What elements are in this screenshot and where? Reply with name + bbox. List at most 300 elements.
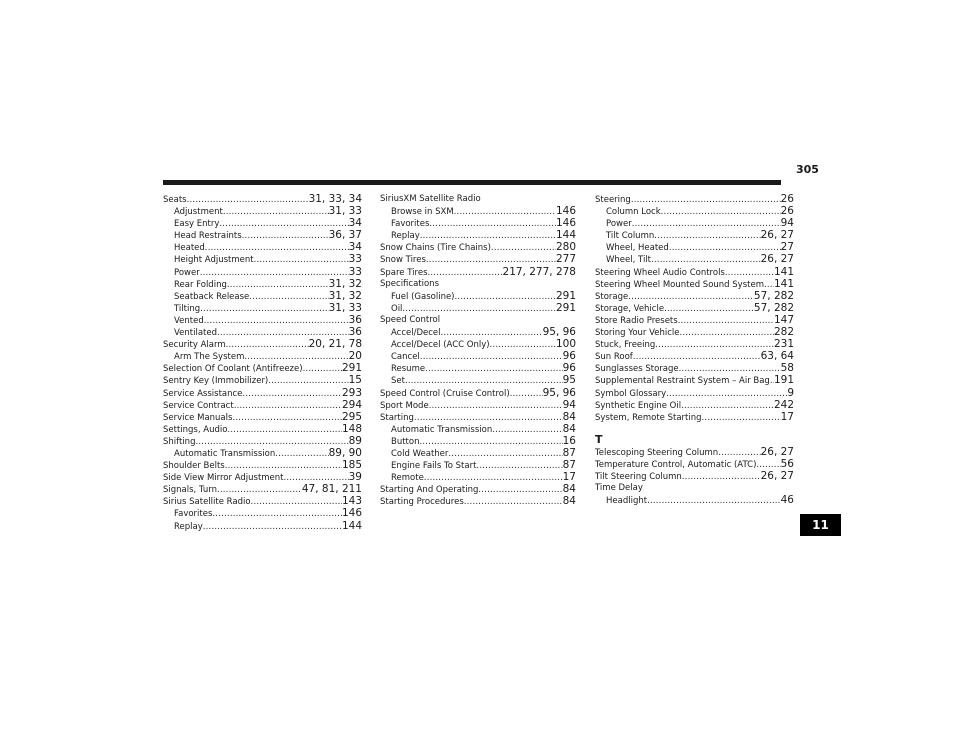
index-entry-pages: 84 — [562, 422, 576, 435]
dot-leader — [204, 315, 349, 327]
index-entry-pages: 146 — [555, 217, 576, 230]
index-entry-pages: 291 — [555, 301, 576, 314]
dot-leader — [200, 267, 349, 279]
index-entry-pages: 94 — [562, 398, 576, 411]
index-entry-label: Symbol Glossary — [595, 388, 667, 399]
index-entry-pages: 95, 96 — [542, 326, 576, 339]
index-entry-label: Tilting — [174, 303, 201, 314]
index-subentry — [163, 447, 362, 459]
index-entry-pages: 89 — [348, 434, 362, 447]
dot-leader — [655, 339, 774, 351]
dot-leader — [429, 400, 563, 412]
index-entry-pages: 282 — [773, 326, 794, 339]
index-entry — [595, 314, 794, 326]
index-entry-pages: 36 — [348, 313, 362, 326]
index-entry-label: Shifting — [163, 436, 196, 447]
index-entry — [163, 193, 362, 205]
dot-leader — [681, 400, 774, 412]
dot-leader — [448, 448, 562, 460]
index-entry-pages: 31, 32 — [328, 277, 362, 290]
index-entry-label: Tilt Column — [606, 231, 655, 242]
index-entry-label: Replay — [391, 231, 420, 242]
index-entry-label: Vented — [174, 315, 204, 326]
index-entry-label: Wheel, Tilt — [606, 255, 652, 266]
header-rule — [163, 180, 781, 185]
index-entry-pages: 16 — [562, 434, 576, 447]
index-entry-label: Set — [391, 376, 405, 387]
index-entry — [380, 387, 576, 399]
dot-leader — [268, 375, 348, 387]
page-number: 305 — [796, 163, 819, 176]
index-entry-label: Button — [391, 436, 420, 447]
index-column-1 — [163, 193, 362, 532]
index-entry — [595, 374, 794, 386]
index-entry — [595, 338, 794, 350]
index-subentry — [163, 507, 362, 519]
dot-leader — [661, 206, 781, 218]
index-entry-label: Favorites — [174, 509, 213, 520]
index-entry-pages: 36 — [348, 326, 362, 339]
index-entry-label: Arm The System — [174, 352, 245, 363]
index-entry-label: Fuel (Gasoline) — [391, 291, 455, 302]
index-entry — [380, 314, 576, 326]
index-entry-label: Storing Your Vehicle — [595, 328, 680, 339]
index-entry-pages: 217, 277, 278 — [502, 265, 576, 278]
index-subentry — [595, 205, 794, 217]
index-entry-pages: 144 — [341, 519, 362, 532]
dot-leader — [628, 291, 754, 303]
index-entry-pages: 84 — [562, 495, 576, 508]
index-subentry — [163, 314, 362, 326]
index-entry-label: Accel/Decel — [391, 328, 441, 339]
index-subentry — [380, 459, 576, 471]
index-entry-pages: 242 — [773, 398, 794, 411]
index-entry-label: Service Contract — [163, 400, 234, 411]
dot-leader — [425, 363, 563, 375]
index-subentry — [380, 362, 576, 374]
index-subentry — [380, 302, 576, 314]
index-entry-label: Synthetic Engine Oil — [595, 400, 682, 411]
index-entry-label: Storage, Vehicle — [595, 303, 665, 314]
dot-leader — [223, 206, 329, 218]
index-entry-label: Power — [606, 219, 632, 230]
index-entry — [163, 374, 362, 386]
index-entry-label: Headlight — [606, 496, 648, 507]
index-subentry — [380, 374, 576, 386]
index-entry-pages: 33 — [348, 265, 362, 278]
index-entry-label: Power — [174, 267, 200, 278]
dot-leader — [205, 242, 349, 254]
index-entry-label: Steering Wheel Audio Controls — [595, 267, 725, 278]
index-entry — [163, 338, 362, 350]
index-entry-pages: 94 — [780, 217, 794, 230]
index-entry-label: Accel/Decel (ACC Only) — [391, 340, 490, 351]
index-entry-label: Steering — [595, 195, 631, 205]
index-entry — [595, 290, 794, 302]
index-entry-pages: 87 — [562, 446, 576, 459]
index-entry — [595, 399, 794, 411]
dot-leader — [718, 447, 760, 459]
index-entry-pages: 191 — [773, 374, 794, 387]
index-entry-pages: 31, 32 — [328, 289, 362, 302]
index-entry-label: Browse in SXM — [391, 207, 454, 218]
index-entry — [595, 362, 794, 374]
index-entry-pages: 185 — [341, 459, 362, 472]
index-entry — [595, 266, 794, 278]
index-entry — [595, 458, 794, 470]
dot-leader — [420, 351, 563, 363]
index-entry-label: Remote — [391, 473, 424, 484]
index-subentry — [163, 253, 362, 265]
index-entry — [595, 326, 794, 338]
index-subentry — [380, 423, 576, 435]
dot-leader — [455, 291, 556, 303]
index-entry-label: Height Adjustment — [174, 255, 254, 266]
index-entry-label: Wheel, Heated — [606, 243, 669, 254]
dot-leader — [651, 254, 761, 266]
index-entry-label: Specifications — [380, 278, 440, 289]
index-entry-pages: 9 — [787, 386, 794, 399]
dot-leader — [633, 351, 761, 363]
index-entry-pages: 89, 90 — [328, 446, 362, 459]
dot-leader — [441, 327, 543, 339]
index-entry-label: Starting — [380, 412, 414, 423]
index-entry-label: SiriusXM Satellite Radio — [380, 194, 481, 204]
index-entry — [595, 411, 794, 423]
dot-leader — [227, 279, 329, 291]
index-entry — [380, 495, 576, 507]
index-subentry — [163, 205, 362, 217]
dot-leader — [424, 472, 563, 484]
index-entry-label: Ventilated — [174, 328, 217, 339]
dot-leader — [242, 388, 342, 400]
index-subentry — [163, 302, 362, 314]
index-entry-pages: 31, 33 — [328, 301, 362, 314]
index-entry-pages: 46 — [780, 494, 794, 507]
dot-leader — [631, 194, 781, 206]
dot-leader — [664, 303, 754, 315]
index-subentry — [163, 278, 362, 290]
index-entry — [595, 446, 794, 458]
dot-leader — [429, 218, 556, 230]
index-subentry — [163, 229, 362, 241]
dot-leader — [244, 351, 348, 363]
dot-leader — [682, 471, 761, 483]
index-entry-label: Sunglasses Storage — [595, 364, 679, 375]
index-entry-pages: 96 — [562, 350, 576, 363]
index-entry-pages: 34 — [348, 217, 362, 230]
index-entry-pages: 95 — [562, 374, 576, 387]
index-entry — [380, 399, 576, 411]
index-subentry — [595, 229, 794, 241]
index-entry-pages: 33 — [348, 253, 362, 266]
index-entry-pages: 147 — [773, 313, 794, 326]
index-entry — [380, 266, 576, 278]
index-subentry — [380, 350, 576, 362]
dot-leader — [275, 448, 328, 460]
chapter-tab: 11 — [800, 514, 841, 536]
index-entry — [163, 423, 362, 435]
index-subentry — [163, 350, 362, 362]
index-entry-pages: 84 — [562, 410, 576, 423]
dot-leader — [251, 496, 342, 508]
index-entry-pages: 146 — [555, 205, 576, 218]
index-subentry — [163, 241, 362, 253]
index-entry-pages: 291 — [341, 362, 362, 375]
dot-leader — [217, 484, 302, 496]
index-entry-pages: 100 — [555, 338, 576, 351]
index-entry-pages: 295 — [341, 410, 362, 423]
dot-leader — [464, 496, 563, 508]
index-entry — [595, 470, 794, 482]
dot-leader — [632, 218, 781, 230]
dot-leader — [226, 339, 309, 351]
index-subentry — [380, 229, 576, 241]
index-entry — [380, 253, 576, 265]
index-entry-pages: 63, 64 — [760, 350, 794, 363]
index-entry-pages: 57, 282 — [753, 289, 794, 302]
dot-leader — [492, 424, 562, 436]
dot-leader — [654, 230, 760, 242]
dot-leader — [725, 267, 774, 279]
index-entry — [163, 435, 362, 447]
dot-leader — [200, 303, 328, 315]
index-entry-pages: 231 — [773, 338, 794, 351]
dot-leader — [405, 375, 563, 387]
index-entry — [595, 278, 794, 290]
dot-leader — [478, 484, 562, 496]
index-entry-pages: 26 — [780, 193, 794, 205]
dot-leader — [234, 400, 342, 412]
index-entry-pages: 148 — [341, 422, 362, 435]
index-entry-pages: 294 — [341, 398, 362, 411]
index-entry-pages: 20 — [348, 350, 362, 363]
index-entry-pages: 26 — [780, 205, 794, 218]
index-entry-label: Favorites — [391, 219, 430, 230]
dot-leader — [679, 363, 781, 375]
index-entry-label: Speed Control (Cruise Control) — [380, 388, 510, 399]
index-entry-label: Sirius Satellite Radio — [163, 497, 251, 508]
index-entry-label: Starting Procedures — [380, 497, 464, 508]
index-entry-pages: 280 — [555, 241, 576, 254]
dot-leader — [254, 254, 349, 266]
dot-leader — [414, 412, 563, 424]
index-letter-heading — [595, 433, 794, 446]
index-entry-label: Speed Control — [380, 314, 441, 325]
index-entry-label: Starting And Operating — [380, 485, 479, 496]
dot-leader — [249, 291, 328, 303]
dot-leader — [420, 230, 556, 242]
index-entry-label: Automatic Transmission — [391, 424, 493, 435]
index-entry-pages: 26, 27 — [760, 229, 794, 242]
index-column-3 — [595, 193, 794, 506]
index-entry-label: Resume — [391, 364, 426, 375]
dot-leader — [666, 388, 787, 400]
index-entry-pages: 26, 27 — [760, 253, 794, 266]
index-entry-pages: 144 — [555, 229, 576, 242]
index-entry — [380, 483, 576, 495]
dot-leader — [187, 194, 309, 206]
index-entry-label: Cancel — [391, 352, 420, 363]
index-entry-label: Temperature Control, Automatic (ATC) — [595, 459, 757, 470]
index-entry-pages: 17 — [780, 410, 794, 423]
index-entry-label: Head Restraints — [174, 231, 242, 242]
index-entry — [595, 302, 794, 314]
index-entry-pages: 15 — [348, 374, 362, 387]
index-entry-pages: 20, 21, 78 — [308, 338, 362, 351]
dot-leader — [242, 230, 329, 242]
dot-leader — [195, 436, 348, 448]
index-entry — [595, 387, 794, 399]
index-subentry — [380, 205, 576, 217]
index-column-2 — [380, 193, 576, 507]
index-entry-label: System, Remote Starting — [595, 412, 702, 423]
index-entry-pages: 146 — [341, 507, 362, 520]
index-entry-label: Rear Folding — [174, 279, 227, 290]
index-entry-label: Easy Entry — [174, 219, 220, 230]
dot-leader — [491, 242, 556, 254]
index-entry-label: Column Lock — [606, 207, 661, 218]
index-entry — [380, 278, 576, 290]
index-entry — [163, 411, 362, 423]
dot-leader — [232, 412, 342, 424]
dot-leader — [510, 388, 543, 400]
index-entry-pages: 143 — [341, 495, 362, 508]
index-entry-pages: 141 — [773, 265, 794, 278]
index-entry-label: Side View Mirror Adjustment — [163, 473, 284, 484]
index-entry-label: Snow Tires — [380, 255, 426, 266]
index-entry — [380, 411, 576, 423]
index-entry-pages: 26, 27 — [760, 469, 794, 482]
index-entry-label: Steering Wheel Mounted Sound System — [595, 279, 764, 290]
dot-leader — [225, 460, 342, 472]
index-entry-label: Heated — [174, 243, 205, 254]
index-entry-pages: 95, 96 — [542, 386, 576, 399]
index-entry — [595, 193, 794, 205]
index-entry-label: Settings, Audio — [163, 424, 228, 435]
dot-leader — [303, 363, 342, 375]
index-subentry — [595, 217, 794, 229]
index-subentry — [163, 290, 362, 302]
index-entry-label: Automatic Transmission — [174, 448, 276, 459]
index-entry-label: Adjustment — [174, 207, 223, 218]
index-entry-label: Storage — [595, 291, 629, 302]
index-entry-label: Sun Roof — [595, 352, 633, 363]
index-entry-pages: 34 — [348, 241, 362, 254]
index-entry-label: Security Alarm — [163, 340, 226, 351]
index-entry-pages: 277 — [555, 253, 576, 266]
dot-leader — [419, 436, 562, 448]
index-entry-label: Sport Mode — [380, 400, 429, 411]
index-entry-pages: 57, 282 — [753, 301, 794, 314]
index-subentry — [380, 435, 576, 447]
index-entry-label: Seatback Release — [174, 291, 250, 302]
dot-leader — [212, 508, 342, 520]
index-subentry — [380, 217, 576, 229]
dot-leader — [680, 327, 774, 339]
index-subentry — [380, 290, 576, 302]
index-entry-pages: 58 — [780, 362, 794, 375]
index-entry — [163, 387, 362, 399]
index-entry-label: Store Radio Presets — [595, 315, 678, 326]
index-subentry — [595, 241, 794, 253]
dot-leader — [227, 424, 342, 436]
index-entry-label: Engine Fails To Start — [391, 461, 477, 472]
index-entry — [163, 459, 362, 471]
index-entry — [163, 471, 362, 483]
index-subentry — [163, 326, 362, 338]
index-subentry — [595, 494, 794, 506]
index-entry — [380, 193, 576, 205]
dot-leader — [203, 521, 342, 533]
dot-leader — [490, 339, 556, 351]
index-entry-pages: 141 — [773, 277, 794, 290]
dot-leader — [702, 412, 781, 424]
index-entry-pages: 96 — [562, 362, 576, 375]
index-entry-pages: 31, 33, 34 — [308, 193, 362, 205]
index-subentry — [163, 217, 362, 229]
index-entry-pages: 87 — [562, 459, 576, 472]
index-entry-pages: 56 — [780, 457, 794, 470]
index-entry-label: Seats — [163, 195, 187, 205]
index-entry-label: Service Manuals — [163, 412, 233, 423]
index-entry-pages: 36, 37 — [328, 229, 362, 242]
dot-leader — [678, 315, 774, 327]
index-entry-pages: 17 — [562, 471, 576, 484]
index-subentry — [380, 326, 576, 338]
index-entry-pages: 39 — [348, 471, 362, 484]
index-entry — [163, 399, 362, 411]
index-subentry — [595, 253, 794, 265]
index-entry-pages: 293 — [341, 386, 362, 399]
index-entry-label: Service Assistance — [163, 388, 243, 399]
index-entry-label: Stuck, Freeing — [595, 340, 656, 351]
index-entry-pages: 27 — [780, 241, 794, 254]
index-entry-pages: 84 — [562, 483, 576, 496]
index-entry — [380, 241, 576, 253]
index-entry — [163, 495, 362, 507]
index-entry-pages: 31, 33 — [328, 205, 362, 218]
dot-leader — [454, 206, 556, 218]
index-entry-pages: 47, 81, 211 — [301, 483, 362, 496]
index-subentry — [163, 520, 362, 532]
index-subentry — [163, 266, 362, 278]
index-entry-label: Cold Weather — [391, 448, 449, 459]
index-subentry — [380, 338, 576, 350]
index-entry-label: Time Delay — [595, 483, 643, 494]
index-entry-label: Spare Tires — [380, 267, 428, 278]
index-subentry — [380, 471, 576, 483]
index-entry-label: Oil — [391, 303, 403, 314]
index-entry — [163, 362, 362, 374]
index-entry-label: Tilt Steering Column — [595, 471, 682, 482]
index-entry-label: Selection Of Coolant (Antifreeze) — [163, 364, 303, 375]
index-entry-label: Supplemental Restraint System – Air Bag — [595, 376, 770, 387]
index-entry-label: Replay — [174, 521, 203, 532]
index-entry — [595, 350, 794, 362]
index-entry-label: Signals, Turn — [163, 485, 217, 496]
index-entry-label: Sentry Key (Immobilizer) — [163, 376, 269, 387]
index-entry — [595, 482, 794, 494]
index-entry-label: Snow Chains (Tire Chains) — [380, 243, 491, 254]
index-subentry — [380, 447, 576, 459]
index-entry-label: Telescoping Steering Column — [595, 447, 719, 458]
dot-leader — [647, 495, 781, 507]
index-entry-label: T — [595, 432, 603, 446]
index-entry-pages: 291 — [555, 289, 576, 302]
index-entry-pages: 26, 27 — [760, 445, 794, 458]
dot-leader — [476, 460, 562, 472]
